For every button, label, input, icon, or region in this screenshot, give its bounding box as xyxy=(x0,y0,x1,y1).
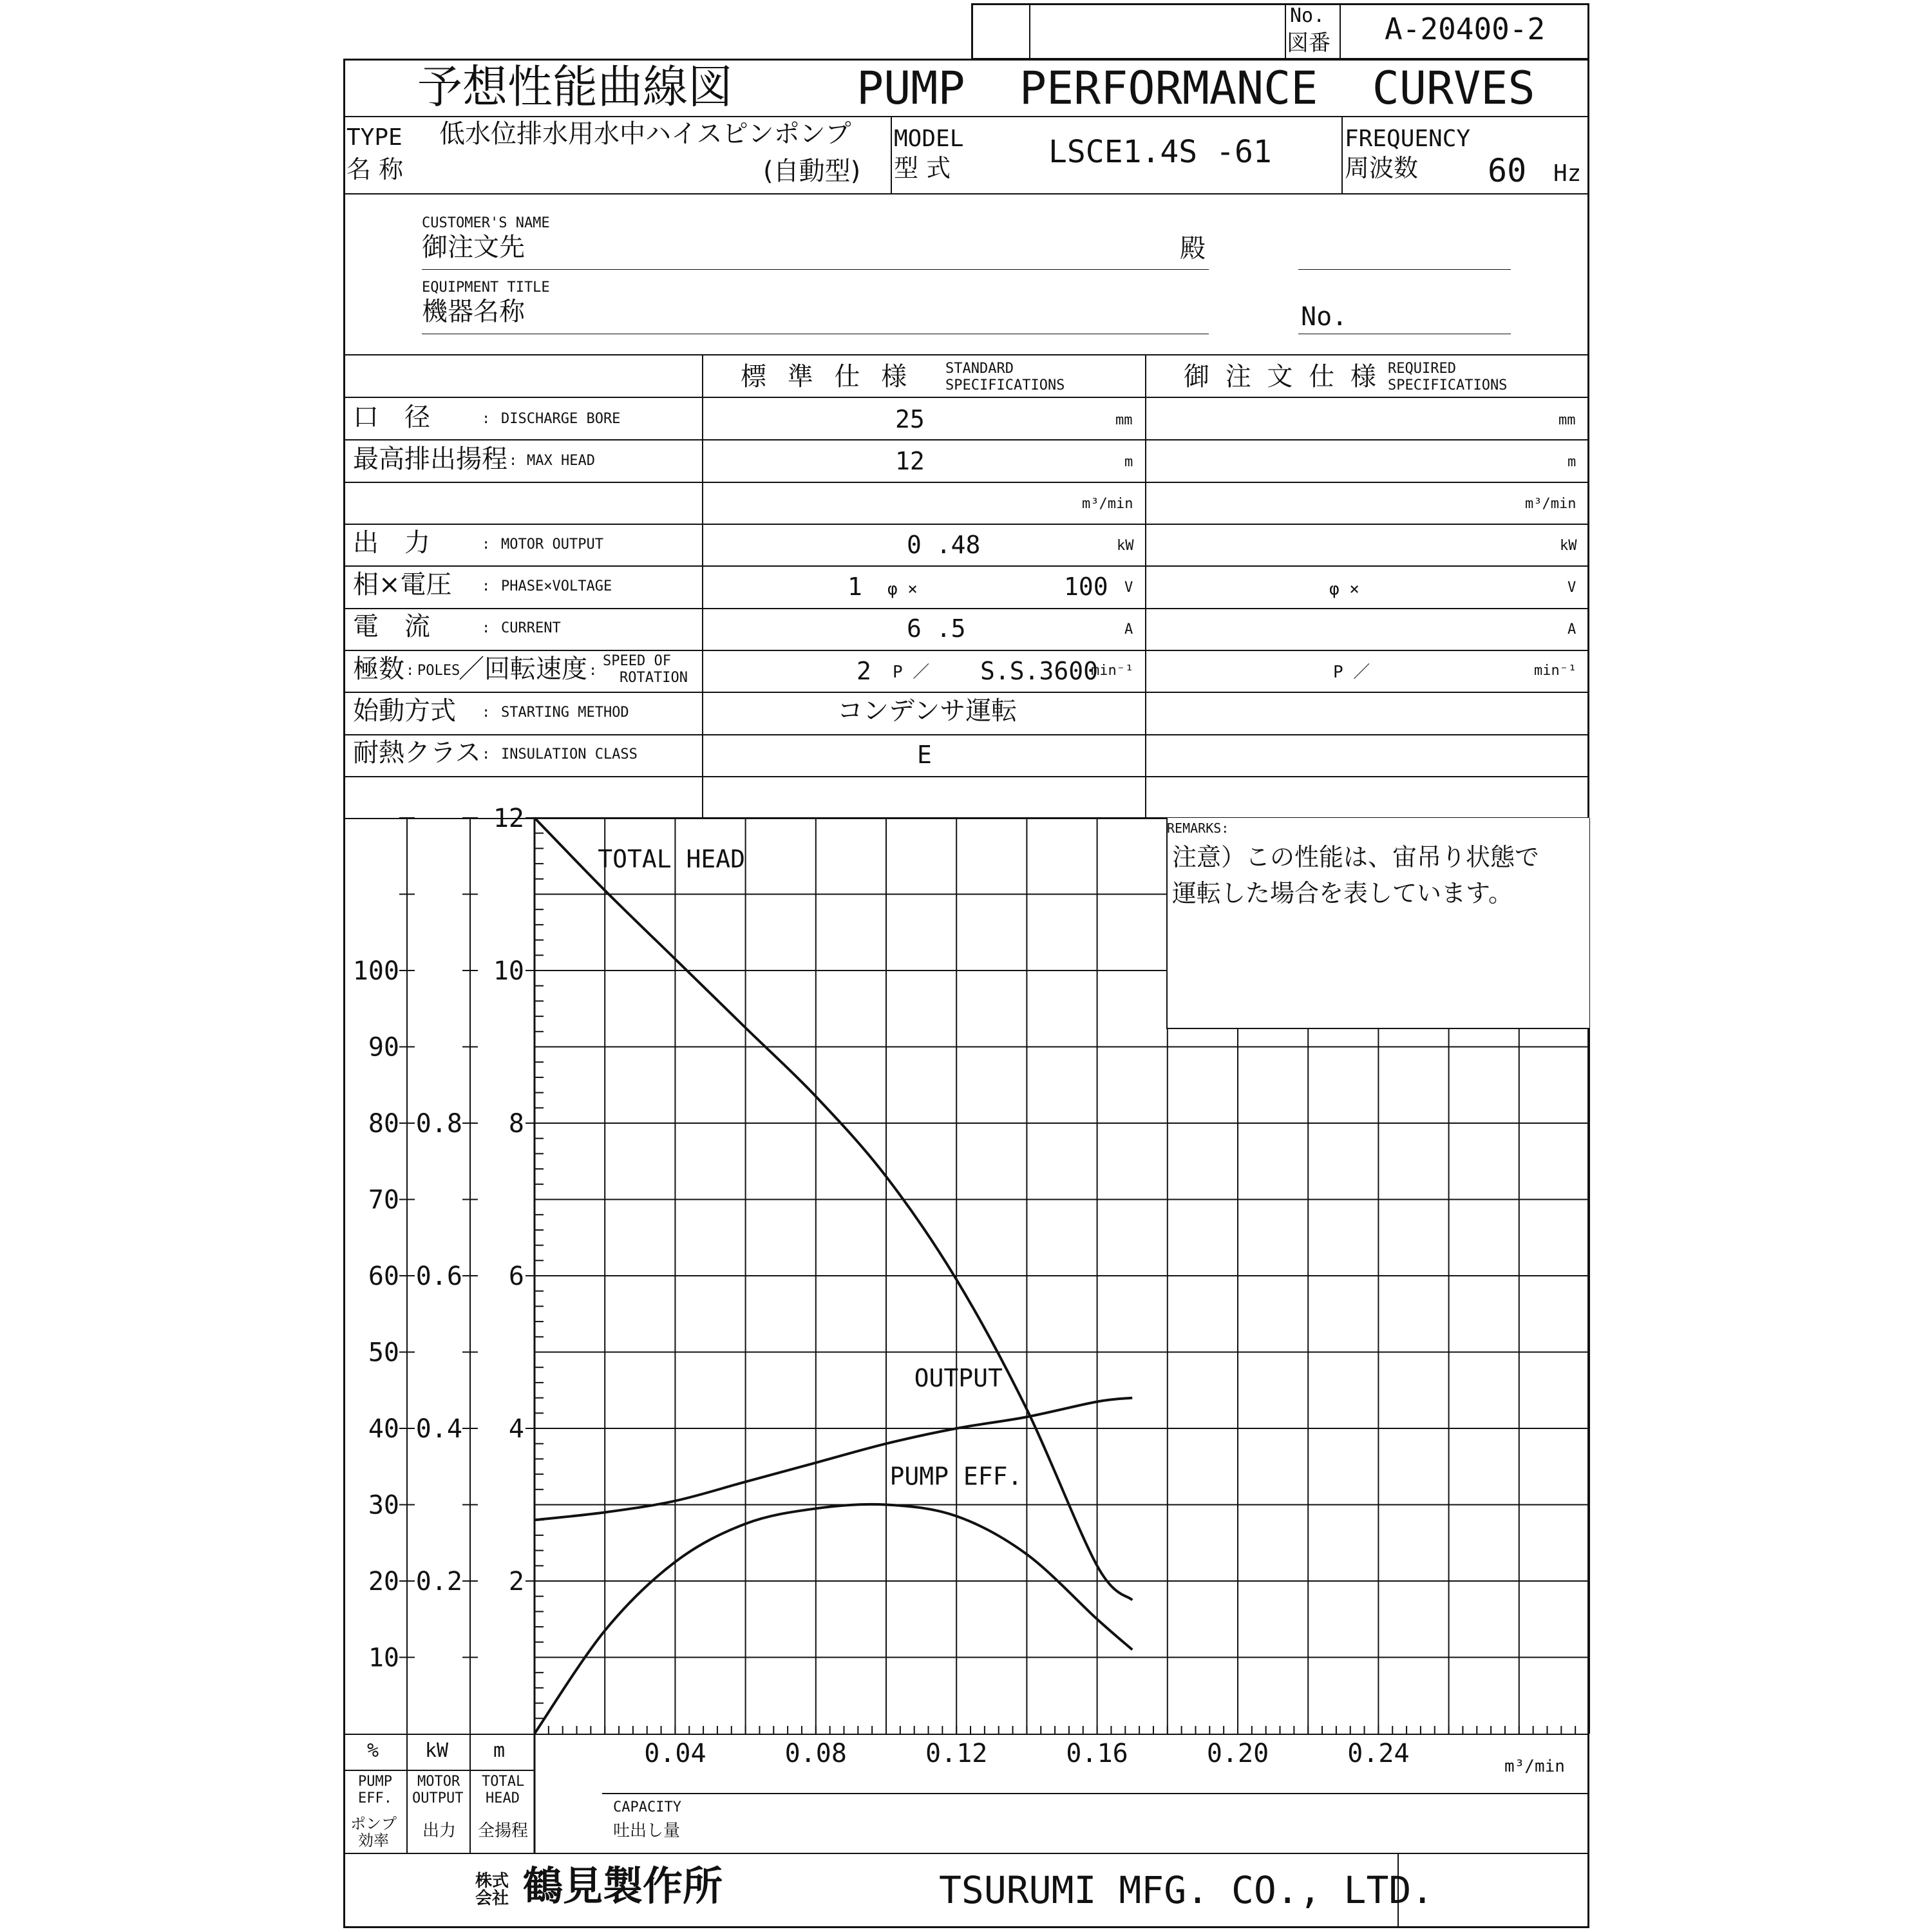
head-en-1: TOTAL xyxy=(482,1774,525,1790)
customer-label-en: CUSTOMER'S NAME xyxy=(422,215,550,231)
equipment-label-jp: 機器名称 xyxy=(422,297,525,327)
req-header-en-2: SPECIFICATIONS xyxy=(1388,377,1508,393)
spec-label-en-2a: SPEED OF xyxy=(603,653,671,669)
eff-tick-label: 100 xyxy=(352,956,399,986)
spec-label-jp: 耐熱クラス xyxy=(353,738,481,768)
eff-tick-label: 60 xyxy=(368,1262,399,1291)
spec-std-value: 1 xyxy=(848,573,862,601)
spec-colon: : xyxy=(482,746,491,762)
equipment-label-en: EQUIPMENT TITLE xyxy=(422,279,550,296)
spec-colon-2: : xyxy=(589,663,598,679)
eff-unit: % xyxy=(367,1739,379,1762)
spec-label-en: MAX HEAD xyxy=(527,453,595,469)
spec-std-poles-unit: P ／ xyxy=(893,663,930,682)
head-tick-label: 2 xyxy=(508,1567,524,1596)
no-label: No. xyxy=(1290,5,1325,27)
spec-std-phase: φ × xyxy=(887,580,918,599)
spec-std-unit: A xyxy=(1124,621,1133,638)
output-tick-label: 0.8 xyxy=(415,1109,462,1139)
head-en-2: HEAD xyxy=(486,1790,520,1806)
capacity-en: CAPACITY xyxy=(613,1799,681,1815)
eff-en-1: PUMP xyxy=(358,1774,392,1790)
spec-label-jp: 相×電圧 xyxy=(353,570,452,600)
series-label: PUMP EFF. xyxy=(889,1462,1023,1491)
spec-label-en-2b: ROTATION xyxy=(620,670,688,686)
title-jp: 予想性能曲線図 xyxy=(417,61,733,113)
spec-req-poles-unit: P ／ xyxy=(1333,663,1370,682)
drawing-number: A-20400-2 xyxy=(1385,12,1546,46)
divider xyxy=(343,1734,1589,1735)
head-tick-label: 6 xyxy=(508,1262,524,1291)
x-tick-label: 0.20 xyxy=(1206,1739,1269,1768)
x-tick-label: 0.16 xyxy=(1066,1739,1128,1768)
output-curve xyxy=(535,1398,1132,1520)
spec-label-jp: 電 流 xyxy=(353,612,430,641)
divider xyxy=(343,1853,1589,1854)
head-unit: m xyxy=(493,1739,506,1762)
spec-label-jp-2: ／回転速度 xyxy=(459,654,587,684)
spec-label-en: STARTING METHOD xyxy=(501,705,629,721)
head-tick-label: 8 xyxy=(508,1109,524,1139)
customer-label-jp: 御注文先 xyxy=(422,232,525,262)
spec-label-en: CURRENT xyxy=(501,620,561,636)
spec-colon: : xyxy=(482,411,491,427)
head-tick-label: 4 xyxy=(508,1414,524,1444)
spec-label-en: MOTOR OUTPUT xyxy=(501,536,603,553)
eff-jp-2: 効率 xyxy=(358,1832,389,1850)
x-tick-label: 0.24 xyxy=(1347,1739,1410,1768)
eff-tick-label: 80 xyxy=(368,1109,399,1139)
spec-colon: : xyxy=(482,705,491,721)
output-en-2: OUTPUT xyxy=(412,1790,464,1806)
remarks-label: REMARKS: xyxy=(1167,820,1229,836)
spec-colon: : xyxy=(406,663,415,679)
x-tick-label: 0.04 xyxy=(644,1739,706,1768)
output-unit: kW xyxy=(425,1739,449,1762)
capacity-jp: 吐出し量 xyxy=(613,1821,681,1841)
spec-std-value: E xyxy=(917,741,932,769)
model-label-jp: 型 式 xyxy=(894,154,951,182)
spec-std-value: 6 .5 xyxy=(907,614,966,643)
spec-label-jp: 出 力 xyxy=(353,528,430,558)
spec-std-value: 25 xyxy=(895,405,925,433)
spec-req-unit: V xyxy=(1567,580,1577,596)
x-unit: m³/min xyxy=(1504,1757,1565,1776)
spec-req-unit: min⁻¹ xyxy=(1534,663,1577,679)
output-tick-label: 0.4 xyxy=(415,1414,462,1444)
spec-std-speed: S.S.3600 xyxy=(980,657,1099,685)
spec-label-en: PHASE×VOLTAGE xyxy=(501,578,612,594)
freq-label-en: FREQUENCY xyxy=(1345,126,1471,152)
spec-label-jp: 始動方式 xyxy=(353,696,456,726)
company-jp: 鶴見製作所 xyxy=(523,1862,723,1909)
spec-std-value: 0 .48 xyxy=(907,531,981,559)
head-jp: 全揚程 xyxy=(478,1821,529,1841)
spec-label-jp: 極数 xyxy=(353,654,404,684)
spec-std-unit: kW xyxy=(1117,538,1134,554)
title-en: PUMP PERFORMANCE CURVES xyxy=(857,62,1535,115)
spec-colon: : xyxy=(482,536,491,553)
series-label: OUTPUT xyxy=(914,1363,1003,1392)
std-header-en-1: STANDARD xyxy=(945,361,1014,377)
freq-label-jp: 周波数 xyxy=(1345,154,1419,182)
spec-req-unit: m³/min xyxy=(1525,496,1577,512)
spec-label-jp: 最高排出揚程 xyxy=(353,444,507,474)
eff-tick-label: 50 xyxy=(368,1338,399,1368)
std-header-jp: 標 準 仕 様 xyxy=(741,362,914,392)
model-value: LSCE1.4S -61 xyxy=(1048,134,1272,170)
freq-unit: Hz xyxy=(1553,160,1582,187)
eff-tick-label: 40 xyxy=(368,1414,399,1444)
head-tick-label: 10 xyxy=(493,956,524,986)
eff-tick-label: 30 xyxy=(368,1490,399,1520)
spec-req-unit: kW xyxy=(1560,538,1577,554)
divider xyxy=(343,1770,535,1771)
spec-colon: : xyxy=(482,578,491,594)
req-header-en-1: REQUIRED xyxy=(1388,361,1456,377)
req-header-jp: 御 注 文 仕 様 xyxy=(1184,362,1380,392)
output-jp: 出力 xyxy=(422,1821,457,1841)
spec-colon: : xyxy=(509,453,518,469)
spec-std-value: コンデンサ運転 xyxy=(837,696,1018,726)
company-en: TSURUMI MFG. CO., LTD. xyxy=(939,1868,1434,1912)
drawing-label: 図番 xyxy=(1287,30,1331,56)
spec-req-unit: A xyxy=(1567,621,1577,638)
eff-tick-label: 20 xyxy=(368,1567,399,1596)
spec-label-jp: 口 径 xyxy=(353,402,430,432)
type-label-en: TYPE xyxy=(346,124,402,151)
spec-std-value: 12 xyxy=(895,447,925,475)
spec-std-value: 2 xyxy=(857,657,871,685)
spec-req-unit: mm xyxy=(1558,412,1576,428)
spec-std-voltage: 100 xyxy=(1064,573,1108,601)
pump-eff-curve xyxy=(535,1504,1132,1734)
eff-tick-label: 90 xyxy=(368,1032,399,1063)
eff-tick-label: 70 xyxy=(368,1185,399,1215)
spec-std-unit: mm xyxy=(1115,412,1133,428)
type-value-1: 低水位排水用水中ハイスピンポンプ xyxy=(439,119,851,149)
spec-colon: : xyxy=(482,620,491,636)
output-tick-label: 0.6 xyxy=(415,1262,462,1291)
spec-std-unit: m xyxy=(1124,454,1133,470)
type-value-2: (自動型) xyxy=(763,156,861,186)
output-en-1: MOTOR xyxy=(417,1774,460,1790)
freq-value: 60 xyxy=(1488,152,1527,189)
remarks-line-1: 注意）この性能は、宙吊り状態で xyxy=(1172,843,1540,871)
series-label: TOTAL HEAD xyxy=(598,845,746,874)
spec-label-en: INSULATION CLASS xyxy=(501,746,638,762)
spec-label-en: POLES xyxy=(417,663,460,679)
eff-tick-label: 10 xyxy=(368,1643,399,1673)
output-tick-label: 0.2 xyxy=(415,1567,462,1596)
x-tick-label: 0.08 xyxy=(784,1739,847,1768)
remarks-line-2: 運転した場合を表しています。 xyxy=(1172,879,1513,907)
divider xyxy=(602,1793,1589,1794)
type-label-jp: 名 称 xyxy=(346,155,404,184)
head-tick-label: 12 xyxy=(493,804,524,833)
eff-jp-1: ポンプ xyxy=(350,1815,397,1833)
spec-label-en: DISCHARGE BORE xyxy=(501,411,621,427)
spec-std-unit: min⁻¹ xyxy=(1091,663,1134,679)
spec-std-unit: m³/min xyxy=(1082,496,1133,512)
model-label-en: MODEL xyxy=(894,126,964,152)
std-header-en-2: SPECIFICATIONS xyxy=(945,377,1065,393)
eff-en-2: EFF. xyxy=(358,1790,392,1806)
spec-req-phase: φ × xyxy=(1329,580,1359,599)
x-tick-label: 0.12 xyxy=(925,1739,988,1768)
honorific: 殿 xyxy=(1180,234,1206,263)
equipment-no-label: No. xyxy=(1301,302,1348,332)
spec-std-unit: V xyxy=(1124,580,1133,596)
total-head-curve xyxy=(535,818,1132,1600)
company-small: 株式会社 xyxy=(475,1871,509,1909)
spec-req-unit: m xyxy=(1567,454,1577,470)
